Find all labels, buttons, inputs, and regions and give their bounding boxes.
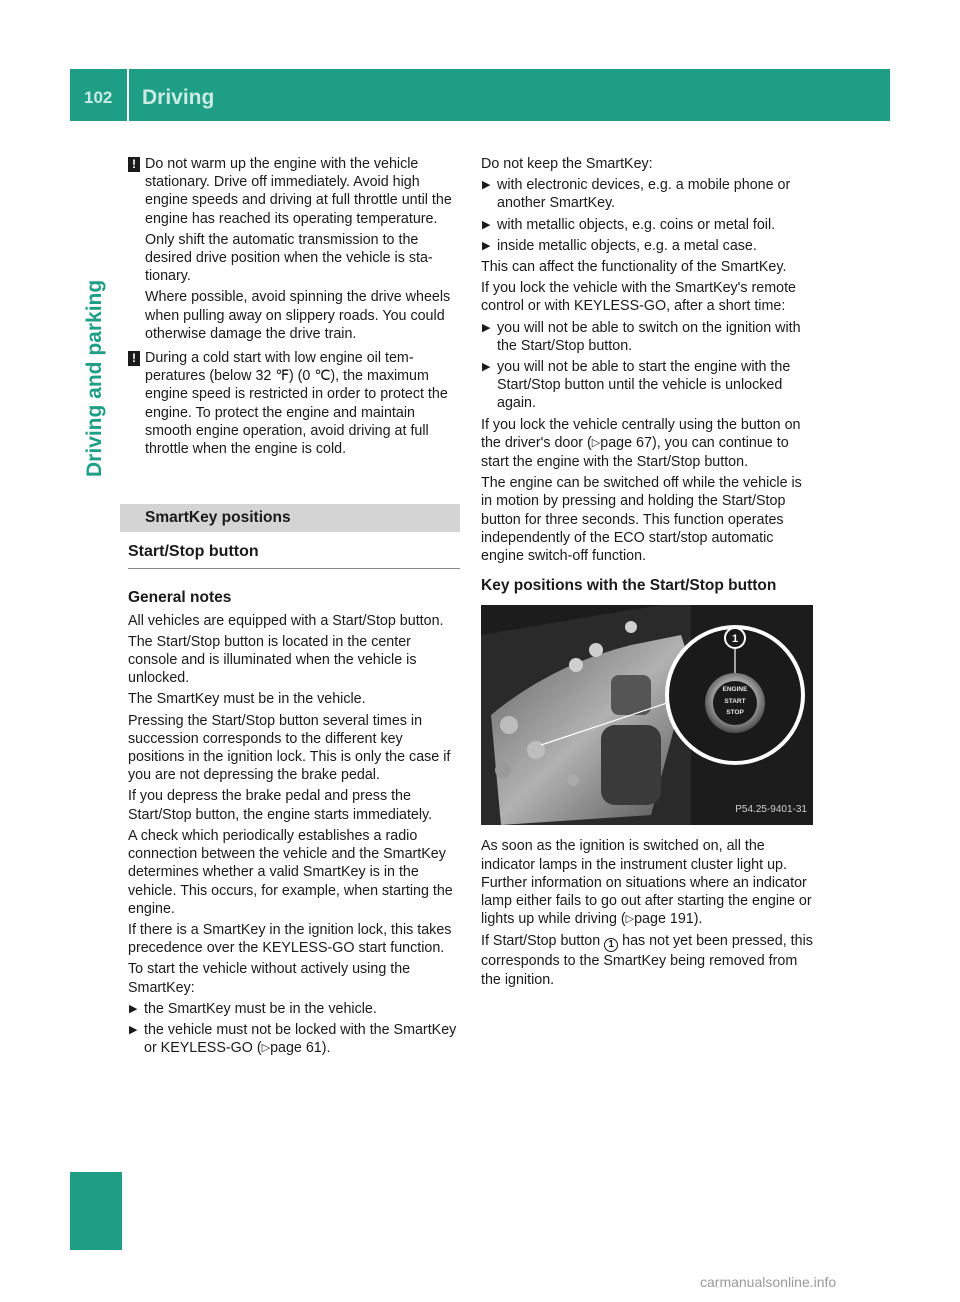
paragraph: If you lock the vehicle with the SmartKey's remote control or with KEYLESS-GO, after a short time:	[481, 280, 797, 315]
paragraph: This can affect the functionality of the SmartKey.	[481, 259, 787, 276]
figure-code: P54.25-9401-31	[735, 804, 807, 816]
bullet-list	[128, 1000, 460, 1059]
side-tab-label: Driving and parking	[83, 279, 106, 477]
page-ref-arrow-icon: ▷	[261, 1042, 271, 1055]
callout-number-icon: 1	[604, 938, 618, 952]
paragraph: The engine can be switched off while the vehicle is in motion by pressing and holding the Start/Stop button for three seconds. This function operates independently of the ECO start/stop automatic engine switch-off function.	[481, 475, 802, 565]
paragraph: All vehicles are equipped with a Start/Stop button.	[128, 612, 444, 629]
page-link[interactable]: page 67	[600, 434, 652, 451]
button-label-engine: ENGINE	[722, 686, 748, 694]
watermark: carmanualsonline.info	[700, 1274, 837, 1290]
button-label-start: START	[724, 698, 746, 706]
bullet-list	[481, 176, 813, 255]
list-item: ▶ you will not be able to start the engine with the Start/Stop button until the vehicle is unlocked again.	[482, 359, 791, 412]
paragraph: As soon as the ignition is switched on, all the indicator lamps in the instrument cluster light up. Further information on situations where an indicator lamp either fails to go out after starting the engine or lights up while driving (▷page 191).	[481, 838, 812, 928]
list-item: ▶ with metallic objects, e.g. coins or metal foil.	[482, 216, 776, 233]
bullet-icon: ▶	[129, 1002, 138, 1015]
warning-note	[128, 155, 460, 343]
paragraph: To start the vehicle without actively using the SmartKey:	[128, 961, 411, 996]
console-figure	[481, 605, 813, 825]
bullet-list	[481, 319, 813, 413]
warning-text: Do not warm up the engine with the vehicle stationary. Drive off immediately. Avoid high engine speeds and driving at full throttle until the engine has reached its operating temperature.	[145, 156, 452, 227]
bullet-icon: ▶	[482, 361, 491, 374]
page-title: Driving	[142, 86, 215, 109]
button-label-stop: STOP	[726, 709, 744, 717]
bullet-icon: ▶	[129, 1023, 138, 1036]
warning-text: Where possible, avoid spinning the drive wheels when pulling away on slippery roads. You could otherwise damage the drive train.	[145, 289, 451, 342]
paragraph: Pressing the Start/Stop button several times in succession corresponds to the different key positions in the ignition lock. This is only the case if you are not depressing the brake pedal.	[128, 712, 451, 784]
page-link[interactable]: page 61	[270, 1040, 322, 1057]
left-column	[128, 155, 460, 1061]
paragraph: The Start/Stop button is located in the center console and is illuminated when the vehicle is unlocked.	[128, 633, 417, 687]
bullet-icon: ▶	[482, 218, 491, 231]
paragraph: If you depress the brake pedal and press the Start/Stop button, the engine starts immediately.	[128, 788, 433, 823]
header-divider	[127, 69, 129, 121]
bullet-icon: ▶	[482, 321, 491, 334]
subheading: Start/Stop button	[128, 543, 460, 569]
warning-note	[128, 349, 460, 458]
page-ref-arrow-icon: ▷	[625, 913, 635, 926]
warning-text: During a cold start with low engine oil temperatures (below 32 ℉) (0 ℃), the maximum engine speed is restricted in order to protect the engine. To protect the engine and maintain smooth engine operation, avoid driving at full throttle when the engine is cold.	[145, 350, 448, 458]
paragraph: The SmartKey must be in the vehicle.	[128, 691, 366, 708]
figure-labels	[481, 605, 813, 825]
paragraph: Do not keep the SmartKey:	[481, 156, 653, 172]
list-item: ▶ the SmartKey must be in the vehicle.	[129, 1000, 377, 1017]
page-ref-arrow-icon: ▷	[591, 436, 601, 449]
minor-heading: General notes	[128, 589, 232, 607]
right-column	[481, 155, 813, 992]
figure-callout: 1	[731, 633, 739, 646]
paragraph: If there is a SmartKey in the ignition lock, this takes precedence over the KEYLESS-GO start function.	[128, 921, 452, 957]
bullet-icon: ▶	[482, 179, 491, 192]
paragraph: If you lock the vehicle centrally using the button on the driver's door (▷page 67), you can continue to start the engine with the Start/Stop button.	[481, 416, 801, 471]
section-title: SmartKey positions	[120, 504, 460, 532]
paragraph: If Start/Stop button 1 has not yet been pressed, this corresponds to the SmartKey being removed from the ignition.	[481, 933, 813, 988]
minor-heading: Key positions with the Start/Stop button	[481, 577, 777, 595]
bullet-icon: ▶	[482, 239, 491, 252]
list-item: ▶ with electronic devices, e.g. a mobile phone or another SmartKey.	[482, 177, 791, 212]
list-item: ▶ you will not be able to switch on the ignition with the Start/Stop button.	[482, 319, 801, 354]
warning-text: Only shift the automatic transmission to the desired drive position when the vehicle is stationary.	[145, 231, 433, 285]
exclamation-icon: !	[128, 351, 140, 366]
list-item: ▶ the vehicle must not be locked with the SmartKey or KEYLESS-GO (▷page 61).	[129, 1021, 457, 1057]
page-number: 102	[84, 88, 113, 107]
side-tab-block	[70, 1172, 122, 1250]
list-item: ▶ inside metallic objects, e.g. a metal case.	[482, 237, 757, 254]
page-link[interactable]: page 191	[634, 911, 694, 928]
paragraph: A check which periodically establishes a radio connection between the vehicle and the SmartKey determines whether a valid SmartKey is in the vehicle. This occurs, for example, when starting the engine.	[128, 827, 453, 917]
exclamation-icon: !	[128, 157, 140, 172]
